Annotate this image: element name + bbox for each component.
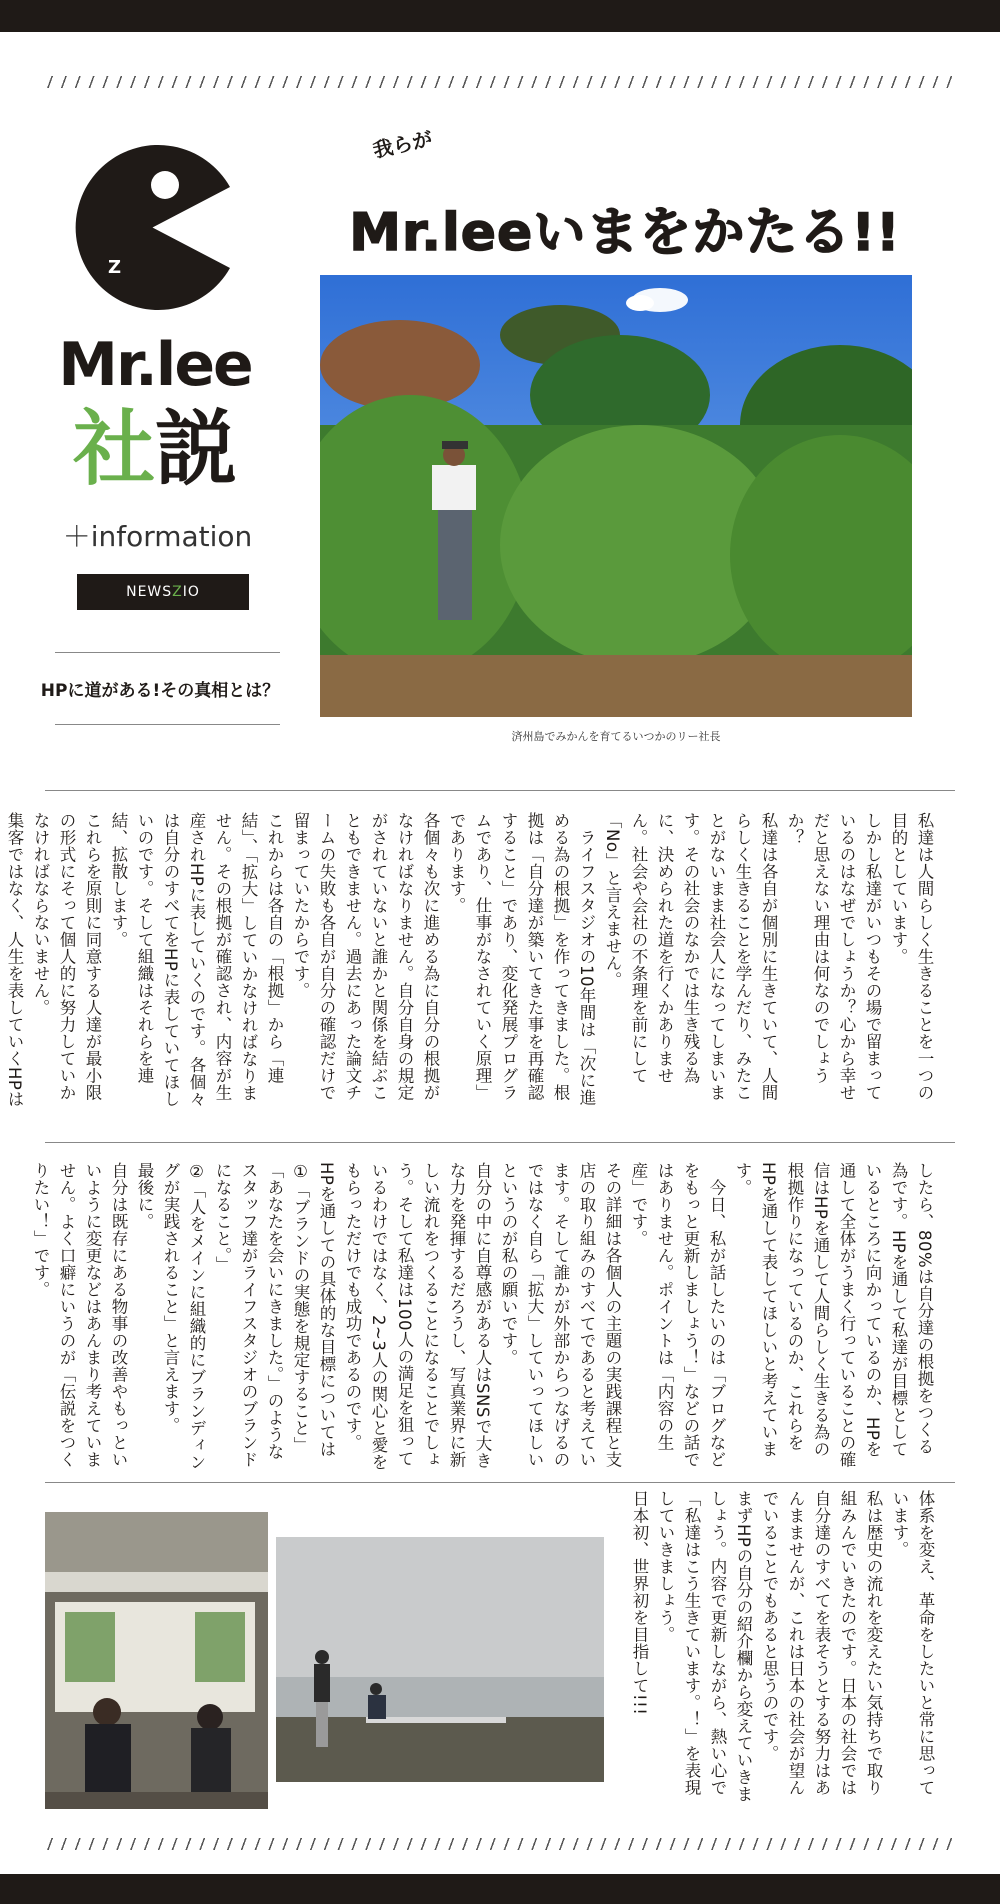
information-label: ＋information: [62, 520, 253, 553]
title-sha: 社: [72, 402, 155, 497]
question-heading: HPに道がある!その真相とは？: [40, 681, 280, 701]
top-bar: [0, 0, 1000, 32]
editorial-title: [50, 402, 260, 497]
question-rule-top: [55, 652, 280, 653]
article-block-1: 私達は人間らしく生きることを一つの目的としています。 しかし私達がいつもその場で留まっているのはなぜでしょうか？心から幸せだと思えない理由は何なのでしょうか？ 私達は各自が個別に生きていて、人間らしく生きることを学んだり、みたことがないまま社会人になってしまいます。その社会のなかでは生き残る為に、決められた道を行くかありません。社会や会社の不条理を前にして「No」と言えません。 ライフスタジオの10年間は「次に進める為の根拠」を作ってきました。根拠は「自分達が築いてきた事を再確認すること」であり、変化発展プログラムであり、仕事がなされていく原理」であります。 各個々も次に進める為に自分の根拠がなければなりません。自分自身の規定がされていないと誰かと関係を結ぶこともできません。過去にあった論文チームの失敗も各自が自分の確認だけで留まっていたからです。 これからは各自の「根拠」から「連結」、「拡大」していかなければなりません。その根拠が確認され、内容が生産されHPに表していくのです。各個々は自分のすべてをHPに表していてほしいのです。そして組織はそれらを連結、拡散します。 これらを原則に同意する人達が最小限の形式にそって個人的に努力していかなければならないません。 集客ではなく、人生を表していくHPは: [5, 812, 934, 1108]
news-suffix: IO: [182, 584, 200, 600]
article-block-2: したら、80%は自分達の根拠をつくる為です。HPを通して私達が目標としているところに向かっているのか、HPを通して全体がうまく行っていることの確信はHPを通して人間らしく生きる為の根拠作りになっているのか、これらをHPを通して表してほしいと考えています。 今日、私が話したいのは「ブログなどをもっと更新しましょう！」などの話ではありません。ポイントは「内容の生産」です。 その詳細は各個人の主題の実践課程と支店の取り組みのすべてであると考えています。そして誰かが外部からつなげるのではなく自ら「拡大」していってほしいというのが私の願いです。 自分の中に自尊感がある人はSNSで大きな力を発揮するだろうし、写真業界に新しい流れをつくることになることでしょう。そして私達は100人の満足を狙っているわけではなく、2~3人の関心と愛をもらっただけでも成功であるのです。 HPを通しての具体的な目標については ①「ブランドの実態を規定すること」「あなたを会いにきました。」のようなスタッフ達がライフスタジオのブランドになること。」 ②「人をメインに組織的にブランディングが実践されること」と言えます。 最後に。 自分は既存にある物事の改善やもっといいように変更などはあんまり考えていません。よく口癖にいうのが「伝説をつくりたい！」です。: [31, 1162, 934, 1471]
photo-workshop: [45, 1512, 268, 1809]
main-photo-orchard: [320, 275, 912, 717]
section-rule-3: [45, 1482, 955, 1483]
question-rule-bottom: [55, 724, 280, 725]
news-prefix: NEWS: [126, 584, 173, 600]
hatch-divider-top: [44, 76, 956, 88]
headline-main: Mr.leeいまをかたる!!: [349, 203, 901, 263]
news-z: Z: [172, 584, 183, 600]
hatch-divider-bottom: [44, 1838, 956, 1850]
photo-caption: 済州島でみかんを育てるいつかのリー社長: [511, 730, 721, 743]
section-rule-1: [45, 790, 955, 791]
headline-sub: 我らが: [370, 126, 435, 163]
brand-name: Mr.lee: [58, 330, 252, 400]
article-block-3: 体系を変え、革命をしたいと常に思っています。 私は歴史の流れを変えたい気持ちで取り組みんでいきたのです。日本の社会では自分達のすべてを表そうとする努力はあんまませんが、これは日本の社会が望んでいることでもあると思うのです。 まずHPの自分の紹介欄から変えていきましょう。内容で更新しながら、熱い心で「私達はこう生きています。！」を表現していきましょう。 日本初、世界初を目指して!!!: [630, 1490, 935, 1803]
section-rule-2: [45, 1142, 955, 1143]
photo-seaside: [276, 1537, 604, 1782]
news-badge: [77, 574, 249, 610]
logo-letter: Z: [108, 257, 122, 278]
pacman-logo: [70, 145, 235, 310]
bottom-bar: [0, 1874, 1000, 1904]
title-setsu: 説: [155, 402, 238, 497]
